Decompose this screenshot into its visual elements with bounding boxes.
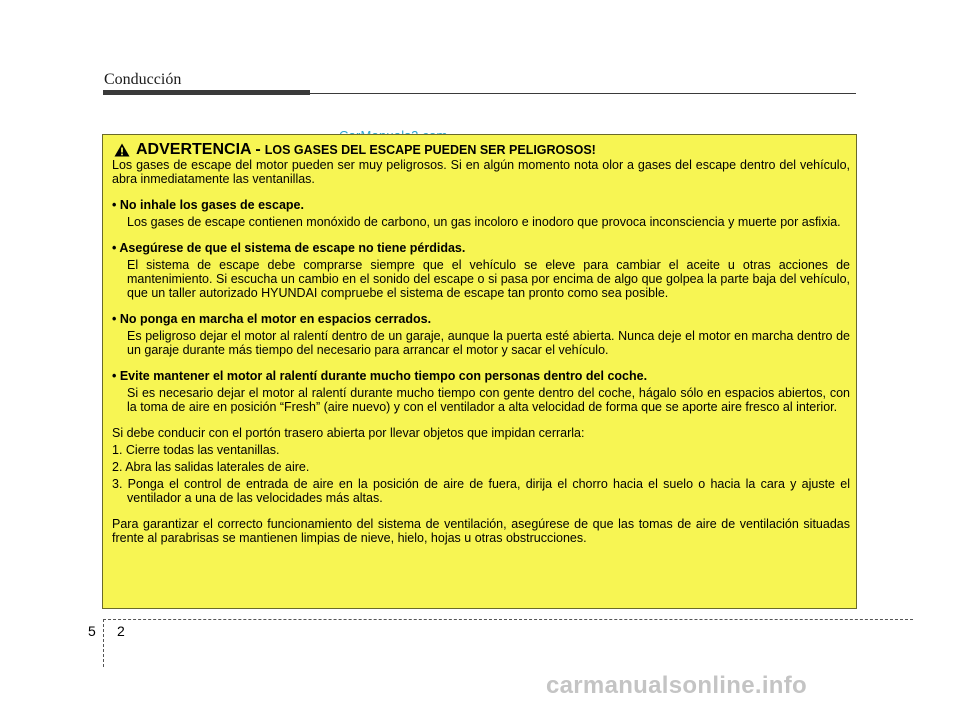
step-item: 2. Abra las salidas laterales de aire. [112,460,310,474]
warning-box [102,134,857,609]
warning-triangle-icon [114,143,130,157]
item-body: Es peligroso dejar el motor al ralentí dentro de un garaje, aunque la puerta esté abierta. Nunca deje el motor en marcha dentro de un garaje durante más tiempo del necesario para arrancar el motor y sacar el vehículo. [127,329,850,357]
warning-title-big: ADVERTENCIA - [136,141,261,158]
chapter-number: 5 [88,623,96,639]
item-body: El sistema de escape debe comprarse siempre que el vehículo se eleve para cambiar el aceite u otras acciones de mantenimiento. Si escucha un cambio en el sonido del escape o si pasa por encima de algo que golpea la parte baja del vehículo, que un taller autorizado HYUNDAI compruebe el sistema de escape tan pronto como sea posible. [127,258,850,300]
header-rule-thin [310,93,856,94]
item-title: • No ponga en marcha el motor en espacios cerrados. [112,312,432,326]
footer-dash-vertical [103,619,104,667]
section-title: Conducción [104,71,182,88]
watermark-bottom[interactable]: carmanualsonline.info [546,672,808,699]
warning-heading [114,143,850,157]
item-title: • Asegúrese de que el sistema de escape no tiene pérdidas. [112,241,466,255]
warning-closing: Para garantizar el correcto funcionamiento del sistema de ventilación, asegúrese de que las tomas de aire de ventilación situadas frente al parabrisas se mantienen limpias de nieve, hielo, hojas u otras obstrucciones. [112,517,850,545]
warning-title-small: LOS GASES DEL ESCAPE PUEDEN SER PELIGROSOS! [264,143,596,157]
step-item: 3. Ponga el control de entrada de aire en la posición de aire de fuera, dirija el chorro hacia el suelo o hacia la cara y ajuste el ventilador a una de las velocidades más altas. [112,477,850,505]
footer-dash-rule [103,619,913,620]
item-title: • No inhale los gases de escape. [112,198,304,212]
page-number: 2 [117,623,125,639]
item-title: • Evite mantener el motor al ralentí durante mucho tiempo con personas dentro del coche. [112,369,648,383]
step-item: 1. Cierre todas las ventanillas. [112,443,280,457]
item-body: Los gases de escape contienen monóxido de carbono, un gas incoloro e inodoro que provoca inconsciencia y muerte por asfixia. [127,215,841,229]
hatch-intro: Si debe conducir con el portón trasero abierta por llevar objetos que impidan cerrarla: [112,426,585,440]
header-rule-thick [103,90,310,95]
warning-intro: Los gases de escape del motor pueden ser muy peligrosos. Si en algún momento nota olor a gases del escape dentro del vehículo, abra inmediatamente las ventanillas. [112,158,850,186]
item-body: Si es necesario dejar el motor al ralentí durante mucho tiempo con gente dentro del coche, hágalo sólo en espacios abiertos, con la toma de aire en posición “Fresh” (aire nuevo) y con el ventilador a alta velocidad de forma que se aporte aire fresco al interior. [127,386,850,414]
